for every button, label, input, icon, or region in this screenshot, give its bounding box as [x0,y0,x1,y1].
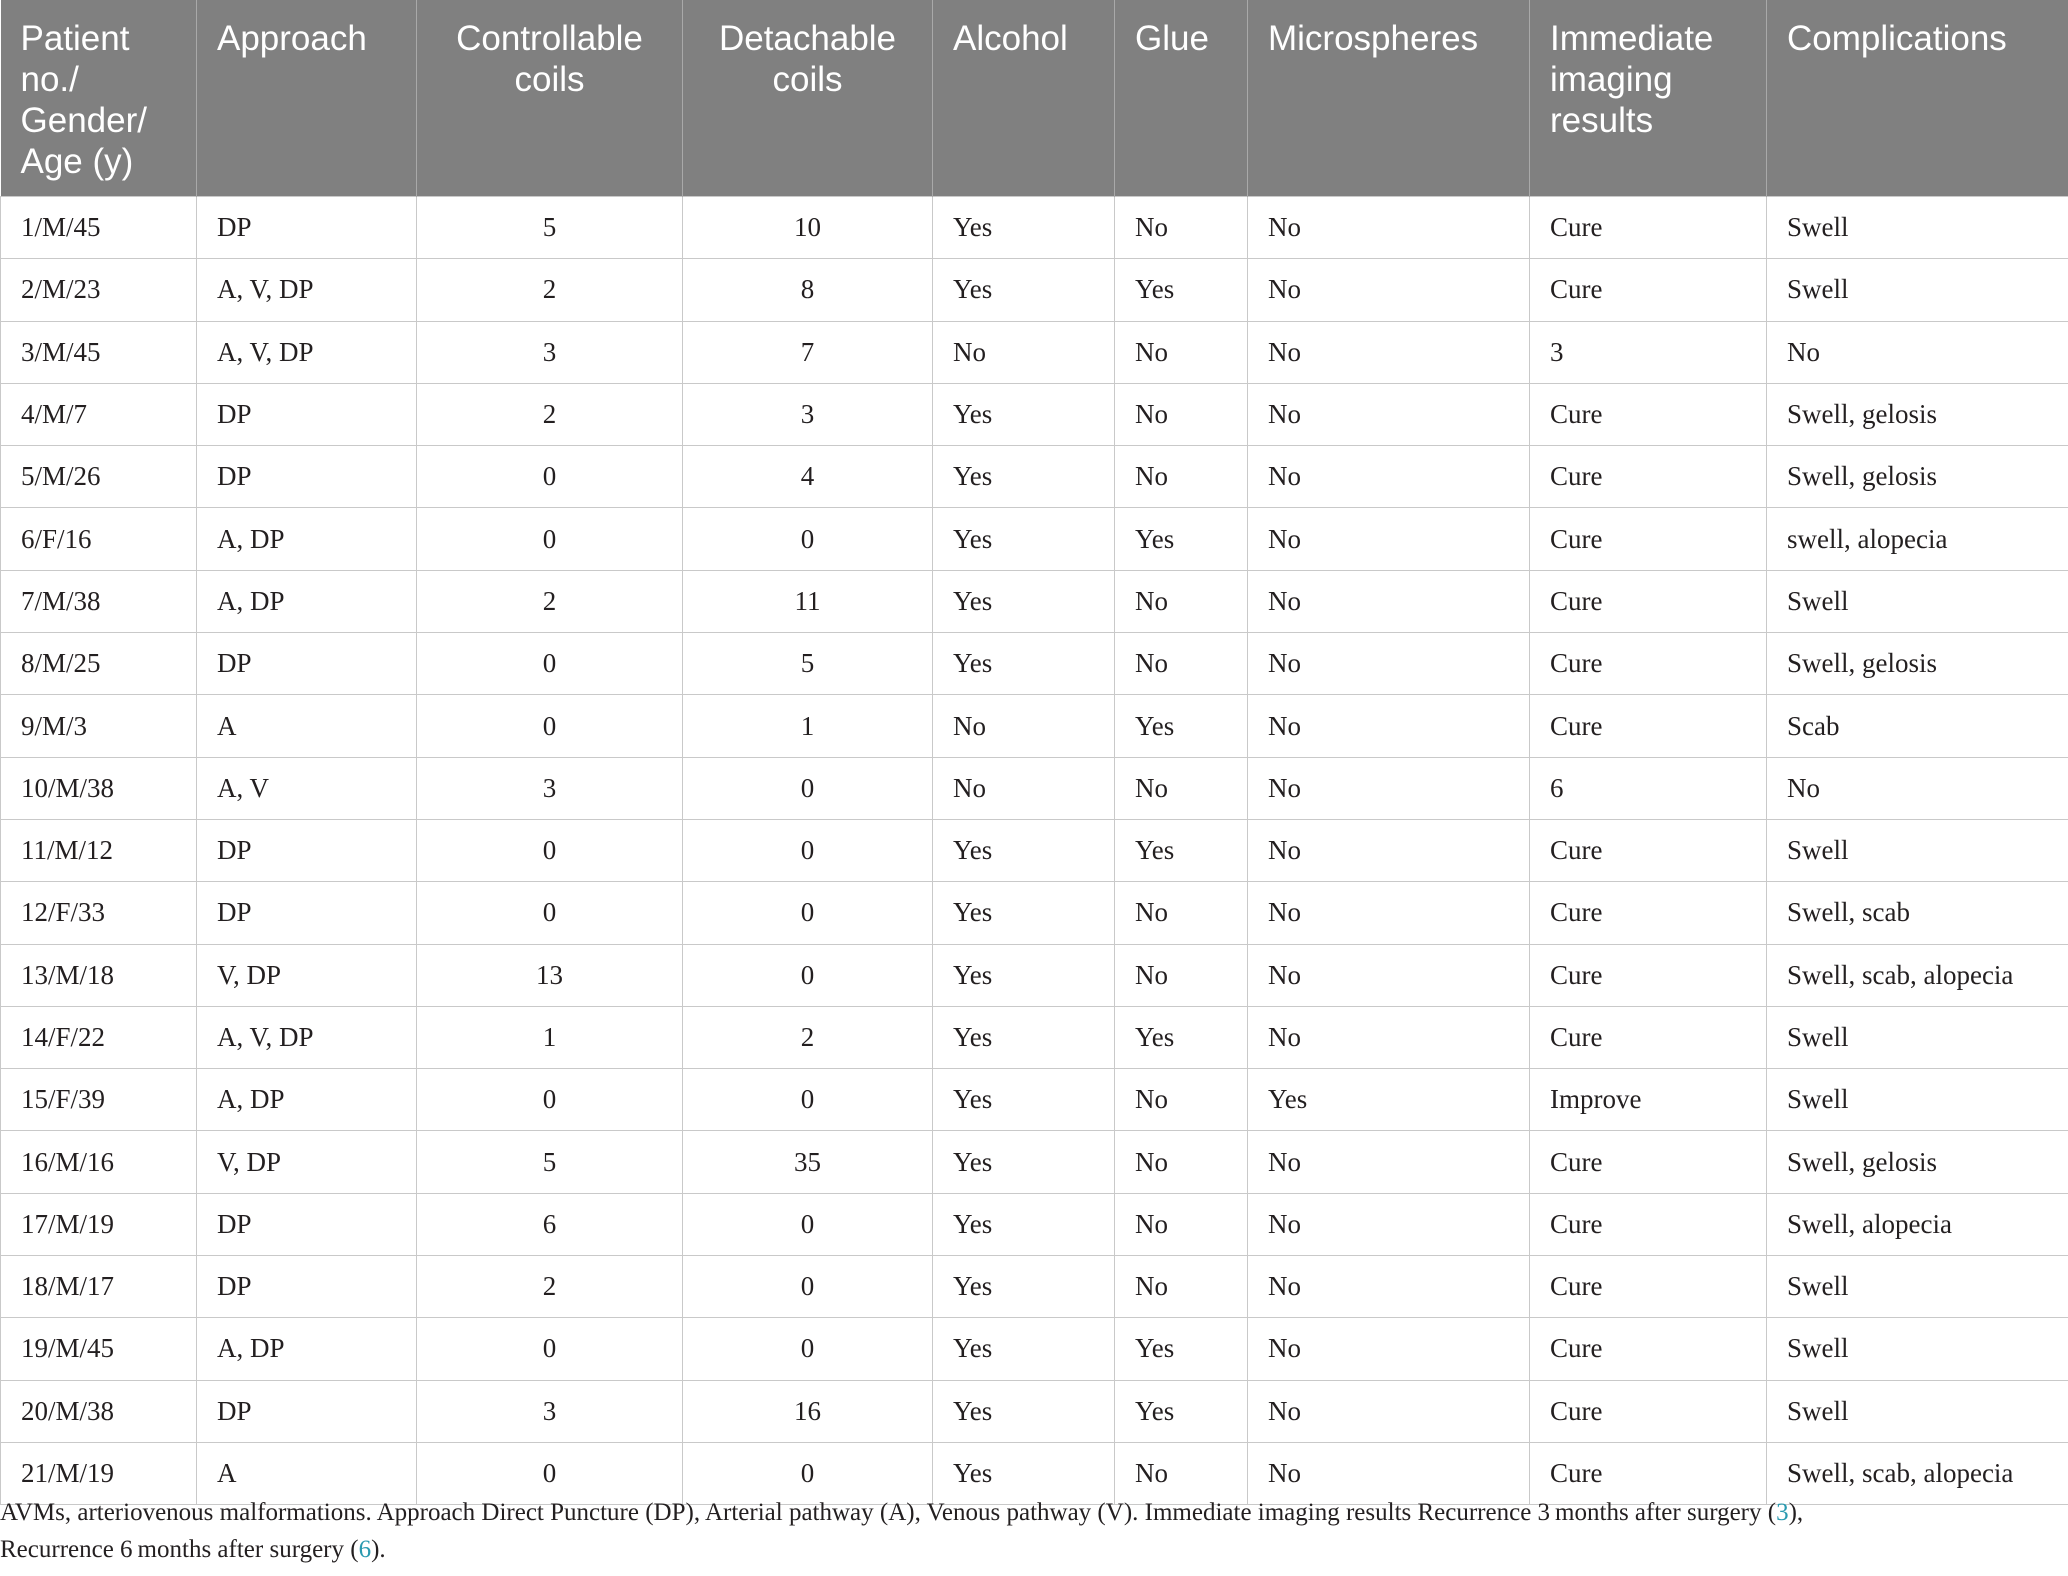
table-cell: No [1248,321,1530,383]
table-cell: DP [197,1256,417,1318]
table-cell: No [1248,757,1530,819]
table-cell: No [1248,882,1530,944]
table-row [1,446,2068,508]
table-row [1,1006,2068,1068]
table-cell: DP [197,446,417,508]
table-cell: Cure [1530,1131,1767,1193]
table-row [1,1380,2068,1442]
table-cell: Swell, scab [1767,882,2068,944]
table-cell: No [1115,197,1248,259]
table-cell: 7/M/38 [1,570,197,632]
table-cell: No [1248,259,1530,321]
table-cell: Yes [1248,1069,1530,1131]
table-row [1,695,2068,757]
table-row [1,570,2068,632]
column-header: Microspheres [1248,0,1530,197]
column-header: Detachable coils [683,0,933,197]
table-row [1,508,2068,570]
table-cell: 5 [683,633,933,695]
table-cell: DP [197,197,417,259]
table-row [1,882,2068,944]
table-cell: Swell [1767,1380,2068,1442]
table-cell: Swell [1767,570,2068,632]
table-cell: DP [197,633,417,695]
table-cell: 10 [683,197,933,259]
footnote-text-2: ), [1788,1499,1804,1526]
table-cell: DP [197,383,417,445]
table-cell: No [933,695,1115,757]
table-cell: Cure [1530,508,1767,570]
table-cell: No [1115,1131,1248,1193]
table-cell: 5 [417,197,683,259]
table-cell: No [1115,321,1248,383]
table-cell: No [1248,819,1530,881]
table-cell: 16 [683,1380,933,1442]
table-cell: Yes [933,1318,1115,1380]
table-cell: Yes [933,1131,1115,1193]
table-footnote [0,1494,2040,1568]
table-row [1,1318,2068,1380]
table-cell: V, DP [197,944,417,1006]
table-cell: 4/M/7 [1,383,197,445]
table-cell: Yes [933,508,1115,570]
table-cell: No [1248,1318,1530,1380]
table-cell: DP [197,1380,417,1442]
table-cell: swell, alopecia [1767,508,2068,570]
table-cell: No [1115,383,1248,445]
table-cell: V, DP [197,1131,417,1193]
header-row [1,0,2068,197]
table-cell: No [1115,1069,1248,1131]
table-cell: A [197,695,417,757]
table-cell: Yes [1115,508,1248,570]
table-row [1,757,2068,819]
table-cell: 0 [417,1442,683,1504]
table-cell: 0 [683,882,933,944]
table-cell: Yes [933,1006,1115,1068]
table-cell: A, V, DP [197,1006,417,1068]
table-cell: No [1248,1442,1530,1504]
table-cell: 0 [417,819,683,881]
table-cell: No [1248,197,1530,259]
table-cell: No [1248,383,1530,445]
table-cell: No [1248,508,1530,570]
table-cell: No [1248,1380,1530,1442]
table-cell: A [197,1442,417,1504]
table-row [1,1256,2068,1318]
table-cell: 18/M/17 [1,1256,197,1318]
table-cell: Swell [1767,259,2068,321]
table-cell: Cure [1530,1193,1767,1255]
table-cell: Yes [1115,1380,1248,1442]
footnote-text-4: ). [371,1536,386,1563]
table-cell: Yes [933,882,1115,944]
table-cell: A, V, DP [197,321,417,383]
table-cell: 0 [417,1318,683,1380]
table-cell: No [933,321,1115,383]
table-cell: 10/M/38 [1,757,197,819]
table-cell: 3 [683,383,933,445]
table-cell: DP [197,1193,417,1255]
table-cell: Cure [1530,259,1767,321]
table-cell: Cure [1530,197,1767,259]
table-row [1,321,2068,383]
table-cell: Swell, scab, alopecia [1767,944,2068,1006]
reference-link-6[interactable]: 6 [358,1536,372,1563]
table-cell: 0 [683,819,933,881]
table-cell: Swell, scab, alopecia [1767,1442,2068,1504]
table-cell: Cure [1530,944,1767,1006]
table-cell: Cure [1530,570,1767,632]
table-cell: 1 [417,1006,683,1068]
table-cell: Cure [1530,1256,1767,1318]
table-cell: 5/M/26 [1,446,197,508]
table-cell: Swell [1767,1069,2068,1131]
table-cell: 0 [417,882,683,944]
table-cell: 17/M/19 [1,1193,197,1255]
reference-link-3[interactable]: 3 [1776,1499,1789,1526]
table-cell: 0 [683,1069,933,1131]
table-cell: 11/M/12 [1,819,197,881]
table-cell: Yes [933,1380,1115,1442]
table-cell: 3 [417,1380,683,1442]
table-cell: 13 [417,944,683,1006]
table-row [1,1193,2068,1255]
table-cell: Cure [1530,882,1767,944]
table-cell: Cure [1530,1380,1767,1442]
table-cell: 6 [417,1193,683,1255]
table-cell: No [1115,757,1248,819]
table-cell: No [1115,944,1248,1006]
table-cell: No [1115,633,1248,695]
table-cell: 14/F/22 [1,1006,197,1068]
table-cell: Yes [933,570,1115,632]
table-cell: Yes [933,633,1115,695]
table-cell: Cure [1530,819,1767,881]
table-cell: 16/M/16 [1,1131,197,1193]
table-cell: A, DP [197,508,417,570]
table-cell: Swell, gelosis [1767,383,2068,445]
table-cell: 13/M/18 [1,944,197,1006]
table-cell: Yes [1115,819,1248,881]
table-cell: 0 [683,757,933,819]
table-cell: 2/M/23 [1,259,197,321]
table-cell: Yes [933,1193,1115,1255]
table-cell: 3 [417,321,683,383]
table-cell: Swell, gelosis [1767,633,2068,695]
table-cell: 20/M/38 [1,1380,197,1442]
table-cell: No [1248,570,1530,632]
table-cell: 15/F/39 [1,1069,197,1131]
table-cell: Yes [1115,1318,1248,1380]
table-cell: Swell [1767,1256,2068,1318]
table-cell: Yes [933,819,1115,881]
table-cell: Swell, gelosis [1767,1131,2068,1193]
footnote-text-3: Recurrence 6 months after surgery ( [0,1536,359,1563]
table-cell: No [1115,1193,1248,1255]
table-row [1,197,2068,259]
table-cell: 0 [683,508,933,570]
table-cell: 0 [683,1256,933,1318]
table-cell: No [1248,695,1530,757]
table-cell: 8/M/25 [1,633,197,695]
table-cell: Cure [1530,383,1767,445]
table-cell: 35 [683,1131,933,1193]
table-cell: 0 [683,1318,933,1380]
table-cell: 4 [683,446,933,508]
table-cell: 0 [683,944,933,1006]
table-cell: Improve [1530,1069,1767,1131]
table-row [1,1069,2068,1131]
column-header: Glue [1115,0,1248,197]
table-cell: A, DP [197,1318,417,1380]
table-cell: 3/M/45 [1,321,197,383]
table-cell: 1 [683,695,933,757]
table-cell: No [1248,1006,1530,1068]
table-cell: 0 [417,508,683,570]
table-cell: Swell, gelosis [1767,446,2068,508]
footnote-text-1: AVMs, arteriovenous malformations. Approach Direct Puncture (DP), Arterial pathway (A), Venous pathway (V). Immediate imaging results Recurrence 3 months after surgery ( [0,1499,1777,1526]
table-cell: No [1248,633,1530,695]
table-cell: 8 [683,259,933,321]
table-cell: 3 [1530,321,1767,383]
table-cell: Cure [1530,695,1767,757]
table-cell: 2 [417,1256,683,1318]
table-cell: 0 [417,446,683,508]
table-cell: No [1767,757,2068,819]
table-cell: A, DP [197,1069,417,1131]
table-cell: 6 [1530,757,1767,819]
table-cell: Cure [1530,446,1767,508]
table-row [1,819,2068,881]
table-cell: A, V [197,757,417,819]
table-cell: DP [197,882,417,944]
table-cell: No [1248,1256,1530,1318]
table-cell: Cure [1530,1318,1767,1380]
table-cell: Cure [1530,633,1767,695]
table-cell: 1/M/45 [1,197,197,259]
table-cell: 5 [417,1131,683,1193]
table-cell: No [1248,446,1530,508]
table-header [1,0,2068,197]
table-cell: No [1115,1442,1248,1504]
table-cell: 11 [683,570,933,632]
table-cell: No [1248,944,1530,1006]
table-row [1,383,2068,445]
column-header: Patient no./ Gender/ Age (y) [1,0,197,197]
table-cell: No [1767,321,2068,383]
table-cell: Cure [1530,1442,1767,1504]
table-cell: Yes [933,383,1115,445]
table-cell: No [1248,1193,1530,1255]
table-cell: No [1115,570,1248,632]
table-cell: Yes [1115,259,1248,321]
table-cell: 2 [417,570,683,632]
table-cell: A, DP [197,570,417,632]
table-cell: 0 [417,633,683,695]
table-row [1,1131,2068,1193]
table-cell: Yes [933,1256,1115,1318]
table-cell: Swell [1767,1318,2068,1380]
table-cell: Swell [1767,819,2068,881]
table-cell: 19/M/45 [1,1318,197,1380]
column-header: Complications [1767,0,2068,197]
table-cell: 2 [683,1006,933,1068]
table-cell: 0 [683,1442,933,1504]
table-cell: No [1115,882,1248,944]
table-cell: Swell, alopecia [1767,1193,2068,1255]
column-header: Alcohol [933,0,1115,197]
table-row [1,633,2068,695]
table-cell: Yes [933,1069,1115,1131]
table-cell: 3 [417,757,683,819]
table-cell: 0 [417,1069,683,1131]
table-cell: 0 [683,1193,933,1255]
table-cell: 21/M/19 [1,1442,197,1504]
table-cell: Yes [933,944,1115,1006]
table-body [1,197,2068,1505]
column-header: Approach [197,0,417,197]
table-cell: No [1115,446,1248,508]
column-header: Controllable coils [417,0,683,197]
table-cell: Yes [933,1442,1115,1504]
table-cell: Yes [933,446,1115,508]
table-cell: No [1115,1256,1248,1318]
table-cell: DP [197,819,417,881]
table-cell: A, V, DP [197,259,417,321]
table-cell: Swell [1767,1006,2068,1068]
table-cell: Yes [1115,695,1248,757]
table-cell: No [933,757,1115,819]
table-row [1,259,2068,321]
table-cell: 2 [417,383,683,445]
table-cell: 9/M/3 [1,695,197,757]
table-cell: Yes [933,197,1115,259]
table-row [1,944,2068,1006]
table-cell: 12/F/33 [1,882,197,944]
table-cell: Swell [1767,197,2068,259]
table-cell: 6/F/16 [1,508,197,570]
table-cell: Cure [1530,1006,1767,1068]
table-cell: Yes [1115,1006,1248,1068]
table-cell: Scab [1767,695,2068,757]
table-cell: No [1248,1131,1530,1193]
column-header: Immediate imaging results [1530,0,1767,197]
table-cell: 7 [683,321,933,383]
table-cell: Yes [933,259,1115,321]
table-cell: 2 [417,259,683,321]
table-cell: 0 [417,695,683,757]
